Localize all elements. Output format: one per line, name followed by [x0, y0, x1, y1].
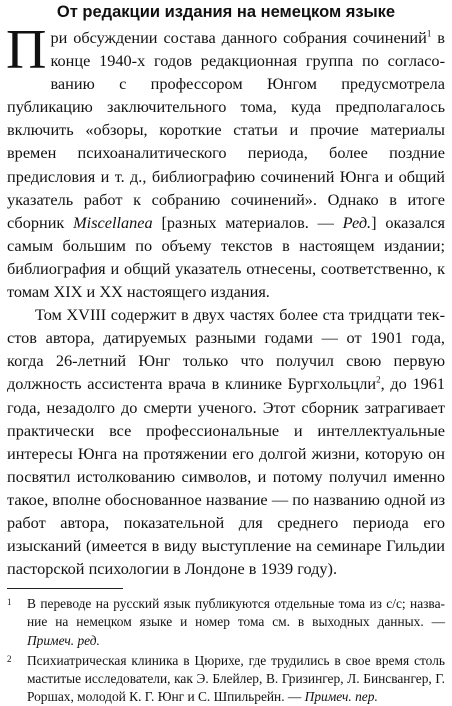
- footnote-2: [7, 652, 445, 706]
- p1-text-2: в конце 1940-х годов редакционная группа по согласованию с профессором Юнгом предусмотрела публикацию заключительного тома, куда предполагалось включить «обзоры, короткие статьи и прочие материалы времен психоаналитического периода, более поздние предисловия и т. д., библиографию сочинений Юнга и общий указатель работ к собранию сочинений». Однако в итоге сборник: [7, 28, 445, 232]
- page-title: От редакции издания на немецком языке: [56, 3, 396, 21]
- p2-text-2: , до 1961 года, незадолго до смерти ученого. Этот сборник затрагивает практически все профессиональные и интеллектуальные интересы Юнга на протяжении его долгой жизни, которую он посвятил истолкованию символов, и потому получил именно такое, вполне обоснованное название — по названию одной из работ автора, показательной для среднего периода его изысканий (имеется в виду выступление на семинаре Гильдии пасторской психологии в Лондоне в 1939 году).: [7, 374, 445, 579]
- footnote-1-note: Примеч. ред.: [27, 632, 100, 648]
- miscellanea-term: Miscellanea: [73, 212, 153, 232]
- footnote-divider: [7, 588, 123, 589]
- footnote-ref-1[interactable]: 1: [426, 28, 432, 39]
- footnote-2-text: Психиатрическая клиника в Цюрихе, где трудились в свое время столь маститые исследователи, как Э. Блейлер, В. Гризингер, Л. Бинсвангер, Г. Роршах, молодой К. Г. Юнг и С. Шпильрейн. —: [27, 652, 445, 705]
- footnote-2-note: Примеч. пер.: [304, 689, 378, 705]
- paragraph-2: [7, 303, 445, 580]
- footnote-1: [7, 595, 445, 650]
- p2-text-1: Том XVIII содержит в двух частях более ста тридцати текстов автора, датируемых разными годами — от 1901 года, когда 26-летний Юнг только что получил свою первую должность ассистента врача в клинике Бургхольцли: [7, 305, 445, 394]
- footnote-1-text: В переводе на русский язык публикуются отдельные тома из с/с; название на немецком языке и номер тома см. в выходных данных. —: [27, 596, 445, 630]
- paragraph-1: [6, 19, 445, 303]
- document-page: [6, 0, 445, 705]
- footnote-ref-2[interactable]: 2: [376, 374, 381, 385]
- p1-text-3: [разных материалов. —: [152, 212, 343, 232]
- drop-cap: П: [6, 19, 47, 81]
- p1-text-1: ри обсуждении состава данного собрания сочинений: [50, 28, 427, 47]
- footnote-number-2: 2: [7, 653, 12, 664]
- main-text: [6, 19, 445, 580]
- footnote-number-1: 1: [7, 597, 12, 608]
- editor-note: Ред.: [342, 212, 372, 232]
- footnotes: [7, 595, 445, 706]
- p1-text-4: ] оказался самым большим по объему текстов в настоящем издании; библиография и общий указатель отнесены, соответственно, к томам XIX и XX настоящего издания.: [7, 212, 445, 302]
